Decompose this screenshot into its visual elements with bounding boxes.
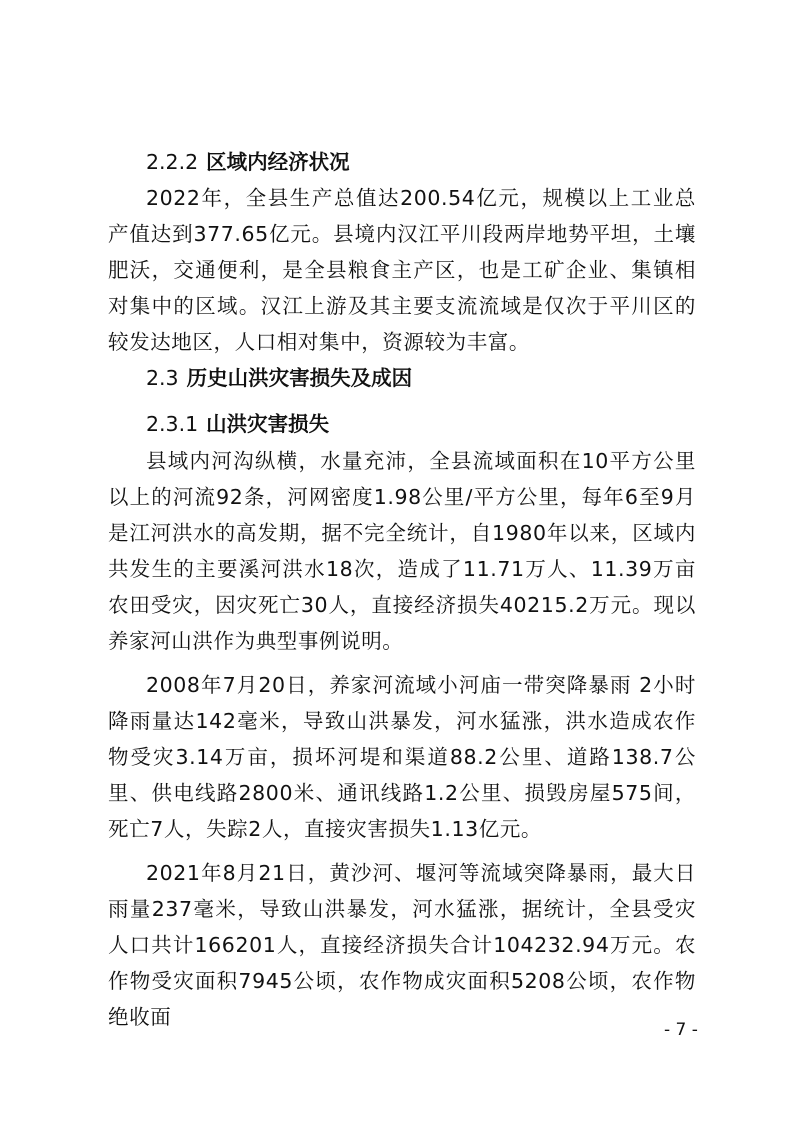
paragraph-block-economy <box>108 180 696 360</box>
section-number: 2.3 <box>146 366 179 390</box>
section-heading-2-2-2 <box>146 144 350 180</box>
section-title: 历史山洪灾害损失及成因 <box>186 366 413 390</box>
section-heading-2-3-1 <box>146 406 329 442</box>
section-heading-2-3 <box>146 360 412 396</box>
paragraph-event-2021: 2021年8月21日，黄沙河、堰河等流域突降暴雨，最大日雨量237毫米，导致山洪暴发，河水猛涨，据统计，全县受灾人口共计166201人，直接经济损失合计104232.94万元。农作物受灾面积7945公顷，农作物成灾面积5208公顷，农作物绝收面 <box>108 861 696 1029</box>
paragraph-losses-overview: 县域内河沟纵横，水量充沛，全县流域面积在10平方公里以上的河流92条，河网密度1.98公里/平方公里，每年6至9月是江河洪水的高发期，据不完全统计，自1980年以来，区域内共发生的主要溪河洪水18次，造成了11.71万人、11.39万亩农田受灾，因灾死亡30人，直接经济损失40215.2万元。现以养家河山洪作为典型事例说明。 <box>108 449 696 653</box>
paragraph-event-2008: 2008年7月20日，养家河流域小河庙一带突降暴雨 2小时降雨量达142毫米，导致山洪暴发，河水猛涨，洪水造成农作物受灾3.14万亩，损坏河堤和渠道88.2公里、道路138.7公里、供电线路2800米、通讯线路1.2公里、损毁房屋575间，死亡7人，失踪2人，直接灾害损失1.13亿元。 <box>108 673 696 841</box>
paragraph-block-2008 <box>108 667 696 847</box>
section-number: 2.3.1 <box>146 412 199 436</box>
page-number: - 7 - <box>664 1020 698 1040</box>
section-number: 2.2.2 <box>146 150 199 174</box>
paragraph-economy: 2022年，全县生产总值达200.54亿元，规模以上工业总产值达到377.65亿元。县境内汉江平川段两岸地势平坦，土壤肥沃，交通便利，是全县粮食主产区，也是工矿企业、集镇相对集中的区域。汉江上游及其主要支流流域是仅次于平川区的较发达地区，人口相对集中，资源较为丰富。 <box>108 186 696 354</box>
paragraph-block-losses <box>108 443 696 659</box>
section-title: 山洪灾害损失 <box>206 412 330 436</box>
section-title: 区域内经济状况 <box>206 150 350 174</box>
paragraph-block-2021 <box>108 855 696 1035</box>
